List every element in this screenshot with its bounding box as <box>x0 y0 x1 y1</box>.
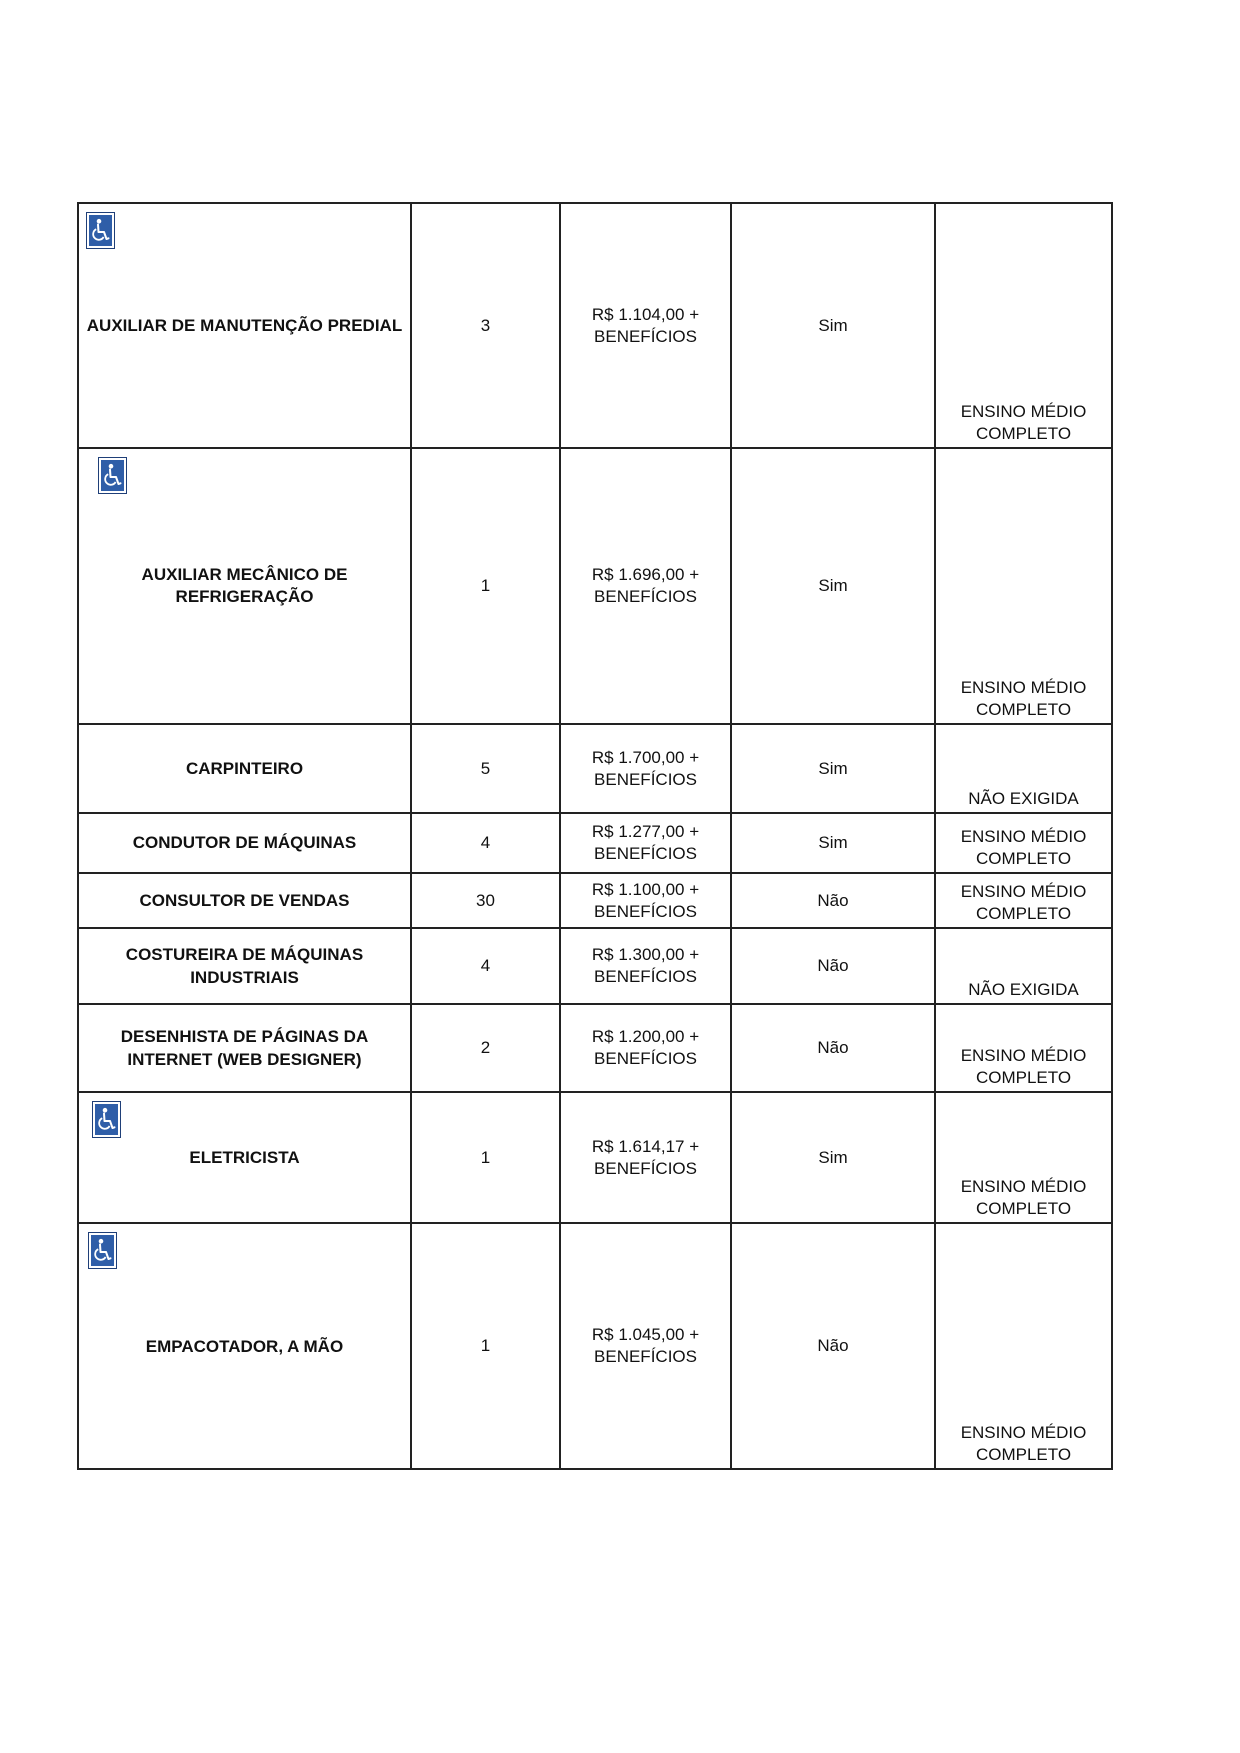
quantity-cell <box>411 1004 560 1092</box>
experience-cell <box>731 203 935 448</box>
salary: R$ 1.200,00 + BENEFÍCIOS <box>591 1027 700 1068</box>
education-cell <box>935 873 1112 928</box>
salary-cell <box>560 448 731 724</box>
job-vacancies-table <box>77 202 1113 1470</box>
job-title: EMPACOTADOR, A MÃO <box>145 1336 344 1356</box>
job-title-cell <box>78 928 411 1004</box>
education-cell <box>935 724 1112 813</box>
education: ENSINO MÉDIO COMPLETO <box>960 827 1087 868</box>
table-row <box>78 1092 1112 1223</box>
quantity: 2 <box>480 1038 491 1057</box>
salary: R$ 1.045,00 + BENEFÍCIOS <box>591 1325 700 1366</box>
education: ENSINO MÉDIO COMPLETO <box>960 402 1087 443</box>
job-title-cell <box>78 1004 411 1092</box>
quantity-cell <box>411 203 560 448</box>
education: ENSINO MÉDIO COMPLETO <box>960 882 1087 923</box>
quantity-cell <box>411 873 560 928</box>
table-row <box>78 873 1112 928</box>
experience: Sim <box>818 576 848 595</box>
education-cell <box>935 928 1112 1004</box>
salary: R$ 1.300,00 + BENEFÍCIOS <box>591 945 700 986</box>
education-cell <box>935 203 1112 448</box>
experience: Não <box>817 1336 849 1355</box>
experience: Sim <box>818 833 848 852</box>
education: NÃO EXIGIDA <box>968 789 1079 808</box>
salary: R$ 1.700,00 + BENEFÍCIOS <box>591 747 700 789</box>
education: ENSINO MÉDIO COMPLETO <box>960 1423 1087 1464</box>
experience-cell <box>731 724 935 813</box>
salary-cell <box>560 724 731 813</box>
experience: Não <box>817 890 849 910</box>
quantity: 1 <box>480 1147 491 1167</box>
table-row <box>78 448 1112 724</box>
wheelchair-icon <box>88 1232 117 1269</box>
quantity: 1 <box>480 576 491 595</box>
job-title-cell <box>78 1092 411 1223</box>
job-title: CONSULTOR DE VENDAS <box>139 890 350 910</box>
education-cell <box>935 1223 1112 1469</box>
experience-cell <box>731 928 935 1004</box>
job-title: AUXILIAR MECÂNICO DE REFRIGERAÇÃO <box>141 565 348 606</box>
wheelchair-icon <box>98 457 127 494</box>
salary: R$ 1.277,00 + BENEFÍCIOS <box>591 822 700 863</box>
salary: R$ 1.100,00 + BENEFÍCIOS <box>591 879 700 921</box>
job-title: COSTUREIRA DE MÁQUINAS INDUSTRIAIS <box>125 945 364 987</box>
experience: Sim <box>818 315 848 335</box>
job-title-cell <box>78 1223 411 1469</box>
quantity-cell <box>411 928 560 1004</box>
job-title: AUXILIAR DE MANUTENÇÃO PREDIAL <box>86 315 403 335</box>
job-title: CONDUTOR DE MÁQUINAS <box>132 833 357 852</box>
quantity-cell <box>411 724 560 813</box>
salary: R$ 1.696,00 + BENEFÍCIOS <box>591 565 700 606</box>
table-row <box>78 203 1112 448</box>
experience: Não <box>817 1038 849 1057</box>
salary-cell <box>560 873 731 928</box>
table-row <box>78 928 1112 1004</box>
quantity-cell <box>411 1092 560 1223</box>
salary-cell <box>560 1004 731 1092</box>
wheelchair-icon <box>86 212 115 249</box>
job-title: CARPINTEIRO <box>185 758 304 778</box>
education: ENSINO MÉDIO COMPLETO <box>960 1046 1087 1087</box>
experience-cell <box>731 813 935 873</box>
education: ENSINO MÉDIO COMPLETO <box>960 1177 1087 1218</box>
education: ENSINO MÉDIO COMPLETO <box>960 678 1087 719</box>
experience-cell <box>731 1092 935 1223</box>
salary-cell <box>560 813 731 873</box>
quantity: 4 <box>480 833 491 852</box>
job-title: ELETRICISTA <box>189 1148 300 1167</box>
job-title-cell <box>78 813 411 873</box>
job-title-cell <box>78 724 411 813</box>
table-row <box>78 724 1112 813</box>
experience-cell <box>731 448 935 724</box>
quantity: 1 <box>480 1336 491 1355</box>
experience-cell <box>731 873 935 928</box>
salary-cell <box>560 203 731 448</box>
education-cell <box>935 813 1112 873</box>
quantity-cell <box>411 448 560 724</box>
job-title-cell <box>78 873 411 928</box>
education-cell <box>935 1004 1112 1092</box>
experience: Sim <box>818 758 848 778</box>
wheelchair-icon <box>92 1101 121 1138</box>
job-title-cell <box>78 203 411 448</box>
salary: R$ 1.614,17 + BENEFÍCIOS <box>591 1136 700 1178</box>
experience-cell <box>731 1004 935 1092</box>
table-row <box>78 1004 1112 1092</box>
quantity: 30 <box>476 890 495 910</box>
education-cell <box>935 1092 1112 1223</box>
quantity-cell <box>411 1223 560 1469</box>
quantity: 3 <box>480 315 491 335</box>
job-title: DESENHISTA DE PÁGINAS DA INTERNET (WEB DESIGNER) <box>120 1027 369 1069</box>
education: NÃO EXIGIDA <box>968 980 1079 999</box>
quantity-cell <box>411 813 560 873</box>
salary: R$ 1.104,00 + BENEFÍCIOS <box>591 304 700 346</box>
job-title-cell <box>78 448 411 724</box>
table-row <box>78 813 1112 873</box>
salary-cell <box>560 1092 731 1223</box>
experience: Sim <box>818 1147 848 1167</box>
quantity: 4 <box>480 956 491 975</box>
table-row <box>78 1223 1112 1469</box>
experience: Não <box>817 956 849 975</box>
experience-cell <box>731 1223 935 1469</box>
quantity: 5 <box>480 758 491 778</box>
education-cell <box>935 448 1112 724</box>
salary-cell <box>560 928 731 1004</box>
salary-cell <box>560 1223 731 1469</box>
